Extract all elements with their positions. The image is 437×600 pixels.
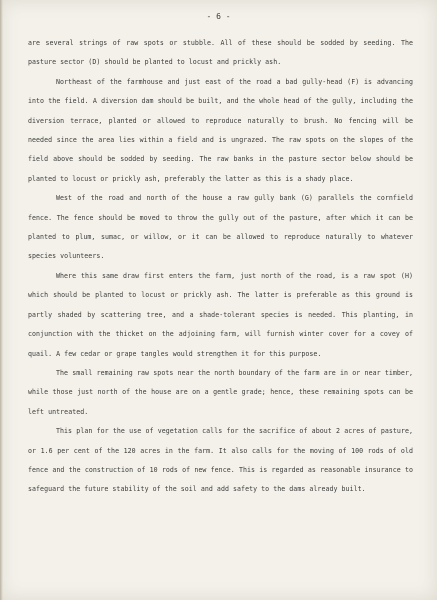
page-edge-shadow bbox=[0, 0, 3, 600]
page-number: - 6 - bbox=[206, 12, 231, 21]
paragraph-4: Where this same draw first enters the farm, just north of the road, is a raw spot (H) which should be planted to locust or prickly ash. The latter is preferable as this ground is partly shaded by scattering tree, and a shade-tolerant species is needed. This planting, in conjunction with the thicket on the adjoining farm, will furnish winter cover for a covey of quail. A few cedar or grape tangles would strengthen it for this purpose. bbox=[28, 271, 413, 358]
paragraph-1: are several strings of raw spots or stubble. All of these should be sodded by seeding. The pasture sector (D) should be planted to locust and prickly ash. bbox=[28, 39, 413, 67]
body-text bbox=[28, 34, 413, 500]
paragraph-6: This plan for the use of vegetation calls for the sacrifice of about 2 acres of pasture, or 1.6 per cent of the 120 acres in the farm. It also calls for the moving of 100 rods of old fence and the construction of 10 rods of new fence. This is regarded as reasonable insurance to safeguard the future stability of the soil and add safety to the dams already built. bbox=[28, 427, 413, 494]
paragraph-2: Northeast of the farmhouse and just east of the road a bad gully-head (F) is advancing into the field. A diversion dam should be built, and the whole head of the gully, including the diversion terrace, planted or allowed to reproduce naturally to brush. No fencing will be needed since the area lies within a field and is ungrazed. The raw spots on the slopes of the field above should be sodded by seeding. The raw banks in the pasture sector below should be planted to locust or prickly ash, preferably the latter as this is a shady place. bbox=[28, 77, 413, 183]
paragraph-5: The small remaining raw spots near the north boundary of the farm are in or near timber, while those just north of the house are on a gentle grade; hence, these remaining spots can be left untreated. bbox=[28, 368, 413, 416]
paragraph-3: West of the road and north of the house a raw gully bank (G) parallels the cornfield fence. The fence should be moved to throw the gully out of the pasture, after which it can be planted to plum, sumac, or willow, or it can be allowed to reproduce naturally to whatever species volunteers. bbox=[28, 194, 413, 261]
